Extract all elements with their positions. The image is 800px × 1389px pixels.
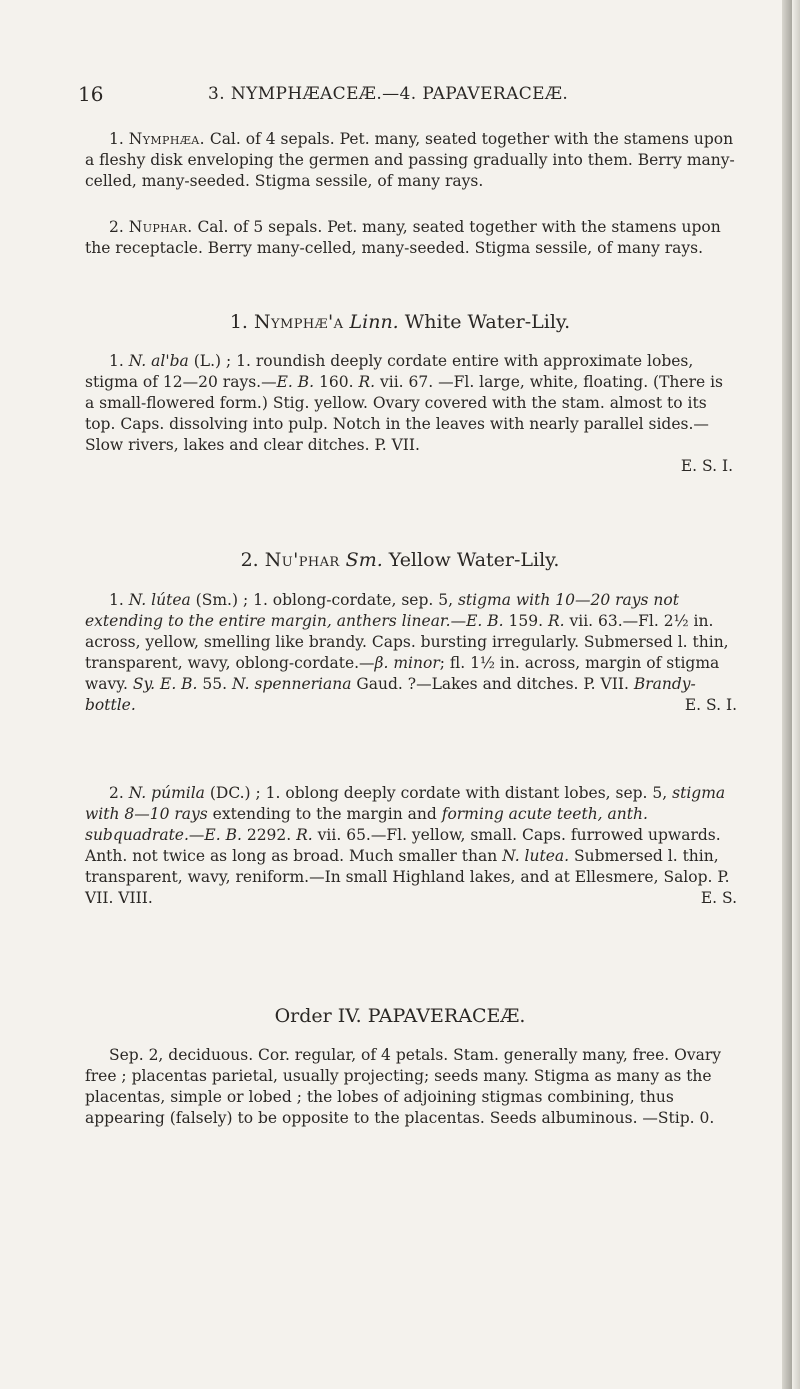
order-description: Sep. 2, deciduous. Cor. regular, of 4 petals. Stam. generally many, free. Ovary free ; placentas parietal, usually projecting; seeds many. Stigma as many as the placentas, simple or lobed ; the lobes of adjoining stigmas combining, thus appearing (falsely) to be opposite to the placentas. Seeds albuminous. —Stip. 0.	[85, 1046, 721, 1127]
reference: E. B.	[204, 826, 242, 844]
vernacular-name: Brandy-bottle.	[85, 675, 696, 714]
species-name: N. lútea	[128, 591, 191, 609]
genus-name: Nu'phar	[264, 549, 340, 571]
genus-name: Nymphæ'a	[254, 311, 344, 333]
key-number: 2.	[109, 218, 124, 236]
genus-authority: Linn.	[349, 311, 399, 333]
key-description: Cal. of 5 sepals. Pet. many, seated together with the stamens upon the receptacle. Berry many-celled, many-seeded. Stigma sessile, of many rays.	[85, 218, 721, 257]
species-name: N. púmila	[128, 784, 205, 802]
species-entry-nymphaea-alba: 1. N. al'ba (L.) ; 1. roundish deeply cordate entire with approximate lobes, stigma of 12—20 rays.—E. B. 160. R. vii. 67. —Fl. large, white, floating. (There is a small-flowered form.) Stig. yellow. Ovary covered with the stam. almost to its top. Caps. dissolving into pulp. Notch in the leaves with nearly parallel sides.—Slow rivers, lakes and clear ditches. P. VII. E. S. I.	[85, 352, 733, 475]
species-name: N. al'ba	[128, 352, 189, 370]
distribution: E. S.	[700, 889, 737, 907]
key-genus-name: Nuphar.	[128, 218, 193, 236]
reference: E. B.	[276, 373, 315, 391]
key-genus-name: Nymphæa.	[128, 130, 205, 148]
order-heading: Order IV. PAPAVERACEÆ.	[274, 1005, 526, 1027]
page-header	[78, 82, 738, 112]
variety-name: β. minor	[374, 654, 440, 672]
reference: E. B.	[466, 612, 504, 630]
distribution: E. S. I.	[684, 696, 737, 714]
key-description: Cal. of 4 sepals. Pet. many, seated together with the stamens upon a fleshy disk enveloping the germen and passing gradually into them. Berry many-celled, many-seeded. Stigma sessile, of many rays.	[85, 130, 735, 190]
key-number: 1.	[109, 130, 124, 148]
page-number: 16	[78, 82, 104, 106]
distribution: E. S. I.	[680, 457, 733, 475]
common-name: Yellow Water-Lily.	[388, 549, 560, 571]
genus-heading-nuphar: 2. Nu'phar Sm. Yellow Water-Lily.	[240, 549, 560, 571]
genus-heading-nymphaea: 1. Nymphæ'a Linn. White Water-Lily.	[229, 311, 571, 333]
running-title: 3. NYMPHÆACEÆ.—4. PAPAVERACEÆ.	[208, 84, 569, 104]
page-edge-shadow	[782, 0, 800, 1389]
key-entry-1	[85, 129, 737, 192]
key-entry-2	[85, 217, 737, 259]
common-name: White Water-Lily.	[404, 311, 571, 333]
genus-authority: Sm.	[345, 549, 383, 571]
species-entry-nuphar-pumila: 2. N. púmila (DC.) ; 1. oblong deeply cordate with distant lobes, sep. 5, stigma with 8—10 rays extending to the margin and forming acute teeth, anth. subquadrate.—E. B. 2292. R. vii. 65.—Fl. yellow, small. Caps. furrowed upwards. Anth. not twice as long as broad. Much smaller than N. lutea. Submersed l. thin, transparent, wavy, reniform.—In small Highland lakes, and at Ellesmere, Salop. P. VII. VIII. E. S.	[85, 784, 737, 907]
species-entry-nuphar-lutea: 1. N. lútea (Sm.) ; 1. oblong-cordate, sep. 5, stigma with 10—20 rays not extending to the entire margin, anthers linear.—E. B. 159. R. vii. 63.—Fl. 2½ in. across, yellow, smelling like brandy. Caps. bursting irregularly. Submersed l. thin, transparent, wavy, oblong-cordate.—β. minor; fl. 1½ in. across, margin of stigma wavy. Sy. E. B. 55. N. spenneriana Gaud. ?—Lakes and ditches. P. VII. Brandy-bottle. E. S. I.	[85, 591, 737, 714]
